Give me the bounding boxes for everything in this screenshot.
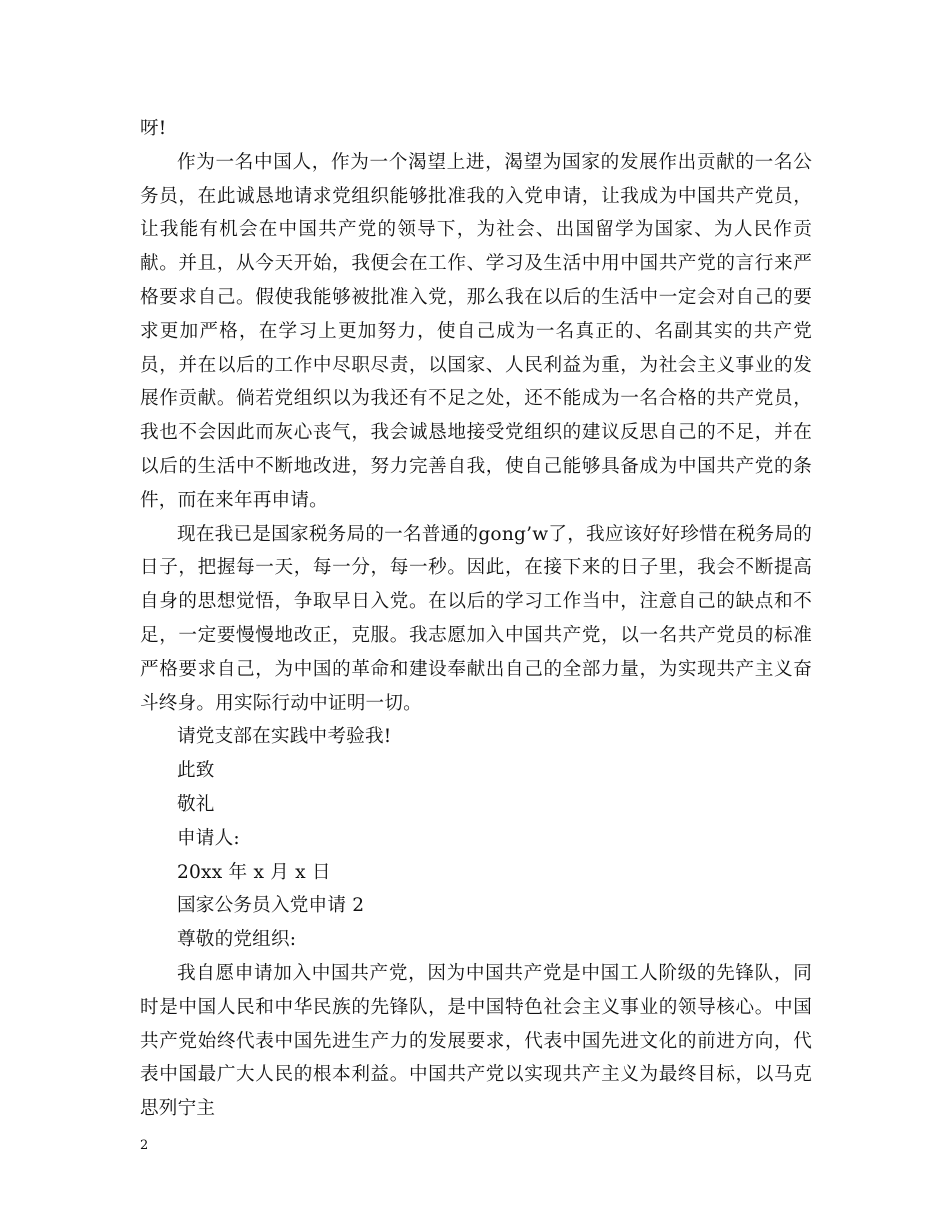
paragraph-tax-bureau: 现在我已是国家税务局的一名普通的gong’w了，我应该好好珍惜在税务局的日子，把握每一天，每一分，每一秒。因此，在接下来的日子里，我会不断提高自身的思想觉悟，争取早日入党。在以后的学习工作当中，注意自己的缺点和不足，一定要慢慢地改正，克服。我志愿加入中国共产党，以一名共产党员的标准严格要求自己，为中国的革命和建设奉献出自己的全部力量，为实现共产主义奋斗终身。用实际行动中证明一切。	[140, 523, 812, 714]
applicant-label: 申请人:	[177, 827, 240, 849]
salutation-jing-li: 敬礼	[177, 793, 215, 815]
paragraph-party-request: 作为一名中国人，作为一个渴望上进，渴望为国家的发展作出贡献的一名公务员，在此诚恳地请求党组织能够批准我的入党申请，让我成为中国共产党员，让我能有机会在中国共产党的领导下，为社会、出国留学为国家、为人民作贡献。并且，从今天开始，我便会在工作、学习及生活中用中国共产党的言行来严格要求自己。假使我能够被批准入党，那么我在以后的生活中一定会对自己的要求更加严格，在学习上更加努力，使自己成为一名真正的、名副其实的共产党员，并在以后的工作中尽职尽责，以国家、人民利益为重，为社会主义事业的发展作贡献。倘若党组织以为我还有不足之处，还不能成为一名合格的共产党员，我也不会因此而灰心丧气，我会诚恳地接受党组织的建议反思自己的不足，并在以后的生活中不断地改进，努力完善自我，使自己能够具备成为中国共产党的条件，而在来年再申请。	[140, 151, 812, 511]
date-line: 20xx 年 x 月 x 日	[177, 861, 331, 883]
greeting: 尊敬的党组织:	[177, 929, 297, 951]
page-number: 2	[140, 1138, 149, 1153]
paragraph-application-2: 我自愿申请加入中国共产党，因为中国共产党是中国工人阶级的先锋队，同时是中国人民和中华民族的先锋队，是中国特色社会主义事业的领导核心。中国共产党始终代表中国先进生产力的发展要求，代表中国先进文化的前进方向，代表中国最广大人民的根本利益。中国共产党以实现共产主义为最终目标，以马克思列宁主	[140, 962, 812, 1120]
closing-request: 请党支部在实践中考验我!	[177, 726, 392, 748]
paragraph-continuation: 呀!	[140, 118, 167, 139]
section-title: 国家公务员入党申请 2	[177, 895, 365, 917]
document-body	[140, 112, 812, 1126]
salutation-ci-zhi: 此致	[177, 760, 215, 782]
